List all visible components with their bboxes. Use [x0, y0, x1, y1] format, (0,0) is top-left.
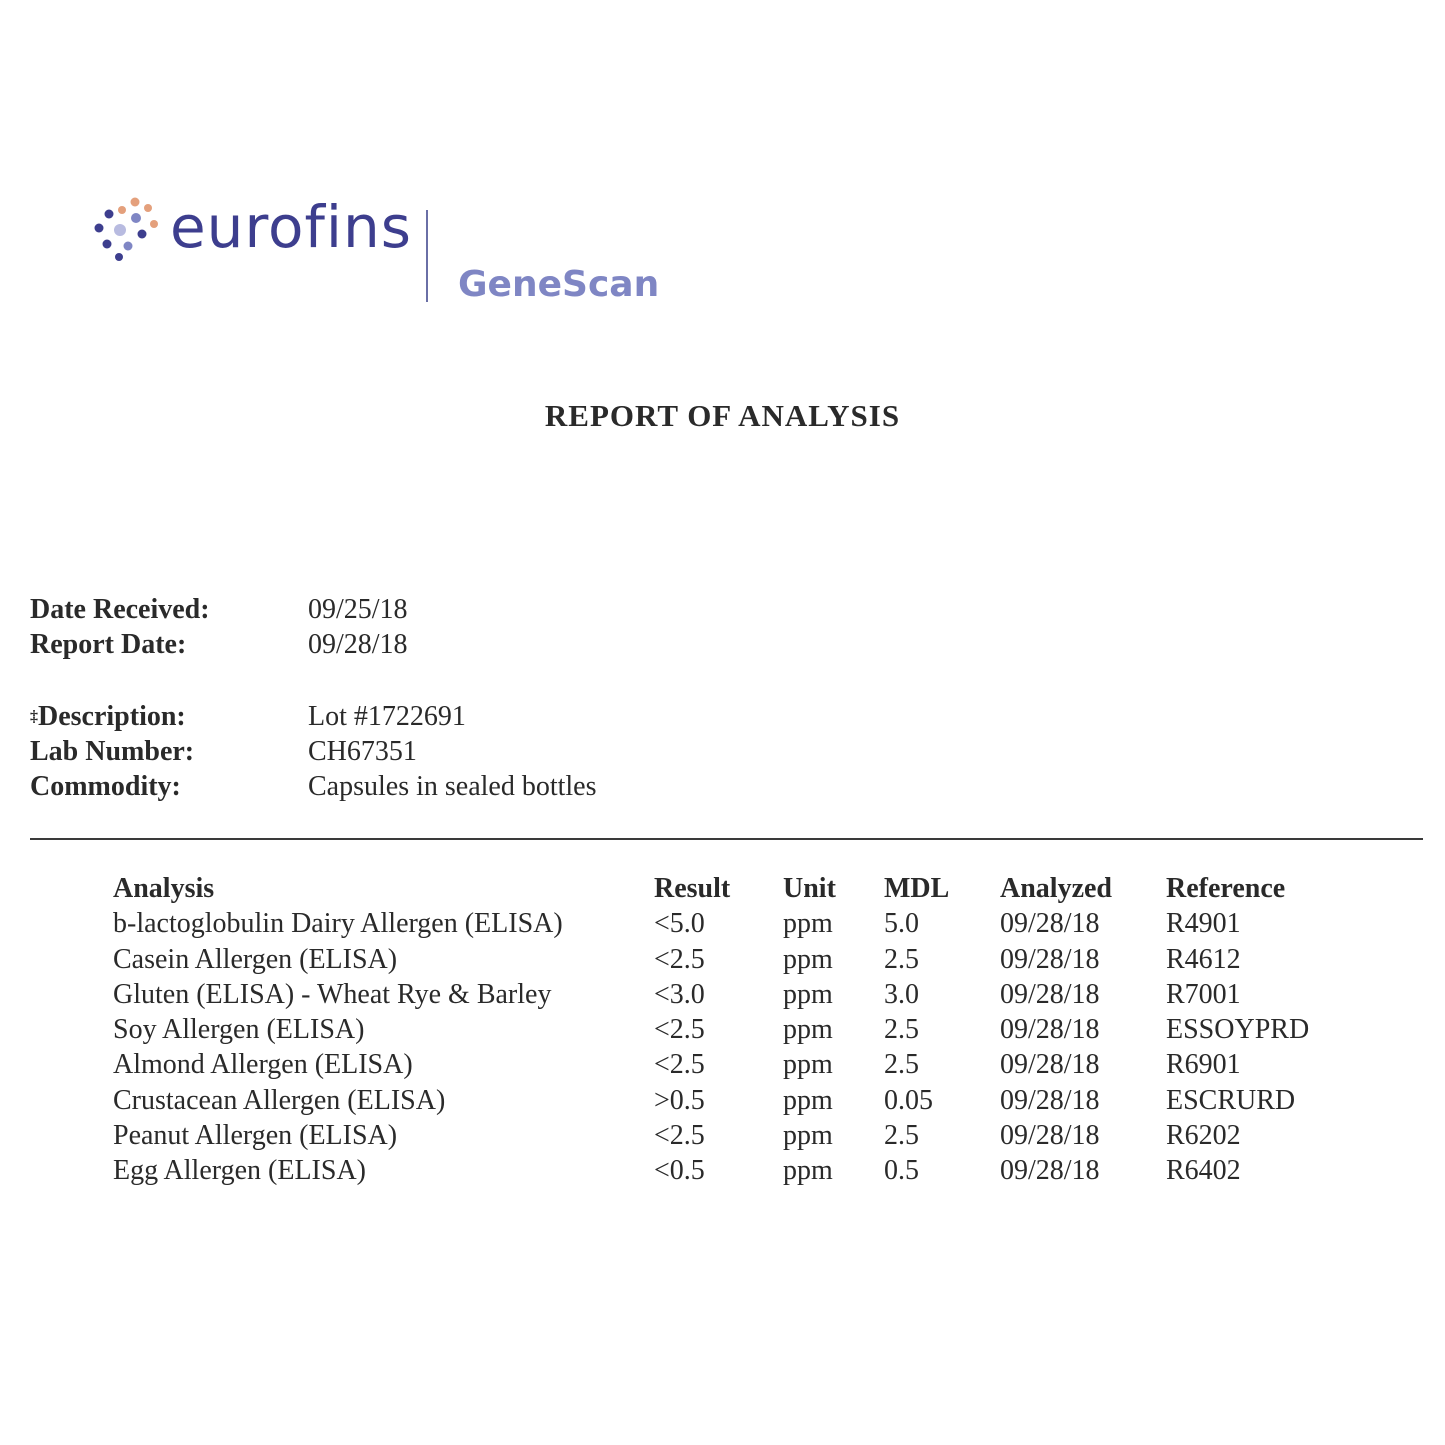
- cell-mdl: 0.05: [884, 1084, 933, 1116]
- cell-mdl: 2.5: [884, 1049, 919, 1081]
- report-date-label: Report Date:: [30, 629, 187, 660]
- cell-analyzed: 09/28/18: [1000, 978, 1100, 1010]
- cell-mdl: 2.5: [884, 943, 919, 975]
- cell-result: <0.5: [654, 1155, 705, 1187]
- cell-unit: ppm: [783, 1014, 833, 1046]
- table-row: [113, 977, 1423, 1012]
- cell-mdl: 2.5: [884, 1014, 919, 1046]
- cell-analysis: b-lactoglobulin Dairy Allergen (ELISA): [113, 908, 563, 940]
- cell-unit: ppm: [783, 1084, 833, 1116]
- cell-mdl: 0.5: [884, 1155, 919, 1187]
- eurofins-dots-icon: [92, 194, 160, 262]
- cell-analyzed: 09/28/18: [1000, 908, 1100, 940]
- cell-unit: ppm: [783, 943, 833, 975]
- header-analysis: Analysis: [113, 873, 215, 904]
- cell-unit: ppm: [783, 1120, 833, 1152]
- cell-result: >0.5: [654, 1084, 705, 1116]
- cell-result: <2.5: [654, 1049, 705, 1081]
- cell-reference: R7001: [1166, 978, 1241, 1010]
- cell-mdl: 2.5: [884, 1120, 919, 1152]
- header-mdl: MDL: [884, 873, 950, 904]
- table-row: [113, 906, 1423, 941]
- table-header: [113, 871, 1423, 906]
- lab-number-label: Lab Number:: [30, 736, 195, 767]
- cell-unit: ppm: [783, 1049, 833, 1081]
- footnote-marker: ‡: [30, 708, 38, 725]
- genescan-wordmark: GeneScan: [458, 264, 660, 305]
- report-title: REPORT OF ANALYSIS: [544, 398, 901, 433]
- cell-reference: ESCRURD: [1166, 1084, 1296, 1116]
- commodity-value: Capsules in sealed bottles: [308, 771, 597, 802]
- table-row: [113, 1083, 1423, 1118]
- lab-number-value: CH67351: [308, 736, 417, 767]
- cell-analysis: Crustacean Allergen (ELISA): [113, 1084, 446, 1116]
- table-row: [113, 1012, 1423, 1047]
- table-row: [113, 942, 1423, 977]
- cell-reference: R6402: [1166, 1155, 1241, 1187]
- header-unit: Unit: [783, 873, 836, 904]
- cell-analyzed: 09/28/18: [1000, 1120, 1100, 1152]
- table-row: [113, 1118, 1423, 1153]
- date-received-label: Date Received:: [30, 594, 210, 625]
- cell-reference: R6202: [1166, 1120, 1241, 1152]
- cell-unit: ppm: [783, 978, 833, 1010]
- cell-unit: ppm: [783, 1155, 833, 1187]
- cell-analysis: Egg Allergen (ELISA): [113, 1155, 366, 1187]
- cell-analyzed: 09/28/18: [1000, 943, 1100, 975]
- cell-reference: R4901: [1166, 908, 1241, 940]
- cell-analyzed: 09/28/18: [1000, 1014, 1100, 1046]
- cell-analysis: Almond Allergen (ELISA): [113, 1049, 413, 1081]
- cell-result: <2.5: [654, 943, 705, 975]
- date-received-value: 09/25/18: [308, 594, 408, 625]
- cell-analyzed: 09/28/18: [1000, 1084, 1100, 1116]
- cell-reference: ESSOYPRD: [1166, 1014, 1310, 1046]
- eurofins-wordmark: eurofins: [170, 193, 413, 261]
- description-label: [30, 699, 186, 734]
- header-result: Result: [654, 873, 731, 904]
- cell-analyzed: 09/28/18: [1000, 1155, 1100, 1187]
- cell-result: <3.0: [654, 978, 705, 1010]
- cell-reference: R4612: [1166, 943, 1241, 975]
- cell-analysis: Casein Allergen (ELISA): [113, 943, 398, 975]
- description-value: Lot #1722691: [308, 701, 466, 732]
- cell-result: <2.5: [654, 1120, 705, 1152]
- commodity-label: Commodity:: [30, 771, 181, 802]
- report-date-value: 09/28/18: [308, 629, 408, 660]
- cell-analyzed: 09/28/18: [1000, 1049, 1100, 1081]
- table-row: [113, 1047, 1423, 1082]
- cell-analysis: Peanut Allergen (ELISA): [113, 1120, 398, 1152]
- header-analyzed: Analyzed: [1000, 873, 1112, 904]
- cell-analysis: Soy Allergen (ELISA): [113, 1014, 365, 1046]
- cell-unit: ppm: [783, 908, 833, 940]
- section-divider: [30, 838, 1423, 840]
- header-reference: Reference: [1166, 873, 1286, 904]
- cell-analysis: Gluten (ELISA) - Wheat Rye & Barley: [113, 978, 552, 1010]
- cell-result: <5.0: [654, 908, 705, 940]
- table-row: [113, 1153, 1423, 1188]
- description-label-text: Description:: [38, 701, 186, 732]
- logo-divider: [426, 210, 428, 302]
- eurofins-logo: [92, 192, 660, 312]
- cell-mdl: 3.0: [884, 978, 919, 1010]
- cell-reference: R6901: [1166, 1049, 1241, 1081]
- cell-result: <2.5: [654, 1014, 705, 1046]
- cell-mdl: 5.0: [884, 908, 919, 940]
- results-table: [113, 871, 1423, 1189]
